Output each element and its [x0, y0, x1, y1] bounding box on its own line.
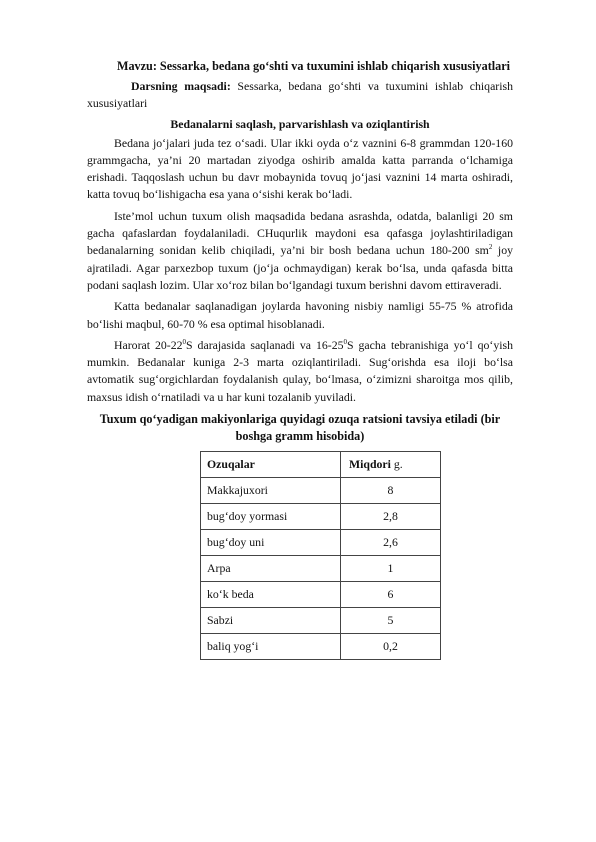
- degree-superscript-1: 0: [182, 337, 187, 346]
- paragraph-3: Katta bedanalar saqlanadigan joylarda havoning nisbiy namligi 55-75 % atrofida bo‘lishi maqbul, 60-70 % esa optimal hisoblanadi.: [87, 299, 513, 331]
- paragraph-2-part-b: joy ajratiladi. Agar parxezbop tuxum (jo‘ja ochmaydigan) kerak bo‘lsa, unda qafasda bitta podani saqlash lozim. Ular xo‘roz bilan bo‘lgandagi tuxum berishni davom ettiraveradi.: [87, 243, 513, 292]
- document-page: [87, 58, 513, 660]
- column-header-amount: [341, 452, 441, 478]
- feed-name-cell: Sabzi: [201, 608, 341, 634]
- table-row: [201, 608, 441, 634]
- degree-superscript-2: 0: [343, 337, 347, 346]
- table-row: [201, 582, 441, 608]
- table-row: [201, 504, 441, 530]
- table-heading: Tuxum qo‘yadigan makiyonlariga quyidagi ozuqa ratsioni tavsiya etiladi (bir boshga gramm hisobida): [99, 412, 501, 444]
- feed-amount-cell: 2,6: [341, 530, 441, 556]
- feed-amount-cell: 0,2: [341, 634, 441, 660]
- feed-name-cell: baliq yog‘i: [201, 634, 341, 660]
- feed-name-cell: bug‘doy yormasi: [201, 504, 341, 530]
- feed-ration-table: [200, 451, 441, 660]
- column-header-feeds: Ozuqalar: [201, 452, 341, 478]
- column-header-amount-label: Miqdori: [349, 457, 391, 472]
- feed-amount-cell: 1: [341, 556, 441, 582]
- feed-amount-cell: 8: [341, 478, 441, 504]
- lesson-goal: [87, 78, 513, 113]
- feed-amount-cell: 5: [341, 608, 441, 634]
- feed-name-cell: bug‘doy uni: [201, 530, 341, 556]
- paragraph-4: [87, 337, 513, 406]
- paragraph-4-part-a: Harorat 20-22: [114, 337, 183, 352]
- table-row: [201, 556, 441, 582]
- feed-amount-cell: 2,8: [341, 504, 441, 530]
- table-row: [201, 530, 441, 556]
- document-title: Mavzu: Sessarka, bedana go‘shti va tuxumini ishlab chiqarish xususiyatlari: [116, 59, 511, 73]
- lesson-goal-text: Sessarka, bedana go‘shti va tuxumini ishlab chiqarish xususiyatlari: [87, 79, 513, 111]
- table-header-row: [201, 452, 441, 478]
- feed-amount-cell: 6: [341, 582, 441, 608]
- section-heading: Bedanalarni saqlash, parvarishlash va oziqlantirish: [170, 116, 430, 131]
- paragraph-2-superscript: 2: [488, 243, 493, 252]
- column-header-unit: g.: [390, 457, 403, 472]
- table-row: [201, 478, 441, 504]
- lesson-goal-label: Darsning maqsadi:: [131, 79, 231, 93]
- paragraph-1: Bedana jo‘jalari juda tez o‘sadi. Ular ikki oyda o‘z vaznini 6-8 grammdan 120-160 grammgacha, ya’ni 20 martadan ziyodga oshirib amalda katta parranda o‘lchamiga erishadi. Taqqoslash uchun bu davr mobaynida tovuq jo‘jasi vaznini 14 marta oshiradi, katta tovuq bo‘lishigacha esa yana o‘sishi kerak bo‘ladi.: [87, 135, 513, 202]
- paragraph-4-part-c: S gacha tebranishiga yo‘l qo‘yish mumkin. Bedanalar kuniga 2-3 marta oziqlantiriladi. Sug‘orishda esa iloji bo‘lsa avtomatik sug‘orgichlardan foydalanish qulay, bo‘lmasa, o‘zimizni sharoitga mos qilib, maxsus idish o‘rnatiladi va u har kuni tozalanib yuviladi.: [87, 337, 513, 404]
- feed-name-cell: ko‘k beda: [201, 582, 341, 608]
- feed-name-cell: Arpa: [201, 556, 341, 582]
- paragraph-4-part-b: S darajasida saqlanadi va 16-25: [186, 337, 344, 352]
- paragraph-2: [87, 208, 513, 294]
- paragraph-2-part-a: Iste’mol uchun tuxum olish maqsadida bedana asrashda, odatda, balanligi 20 sm gacha qafaslardan foydalaniladi. CHuqurlik maydoni esa qafasga joylashtiriladigan bedanalarning sonidan kelib chiqiladi, ya’ni bir bosh bedana uchun 180-200 sm: [87, 208, 513, 258]
- table-row: [201, 634, 441, 660]
- feed-name-cell: Makkajuxori: [201, 478, 341, 504]
